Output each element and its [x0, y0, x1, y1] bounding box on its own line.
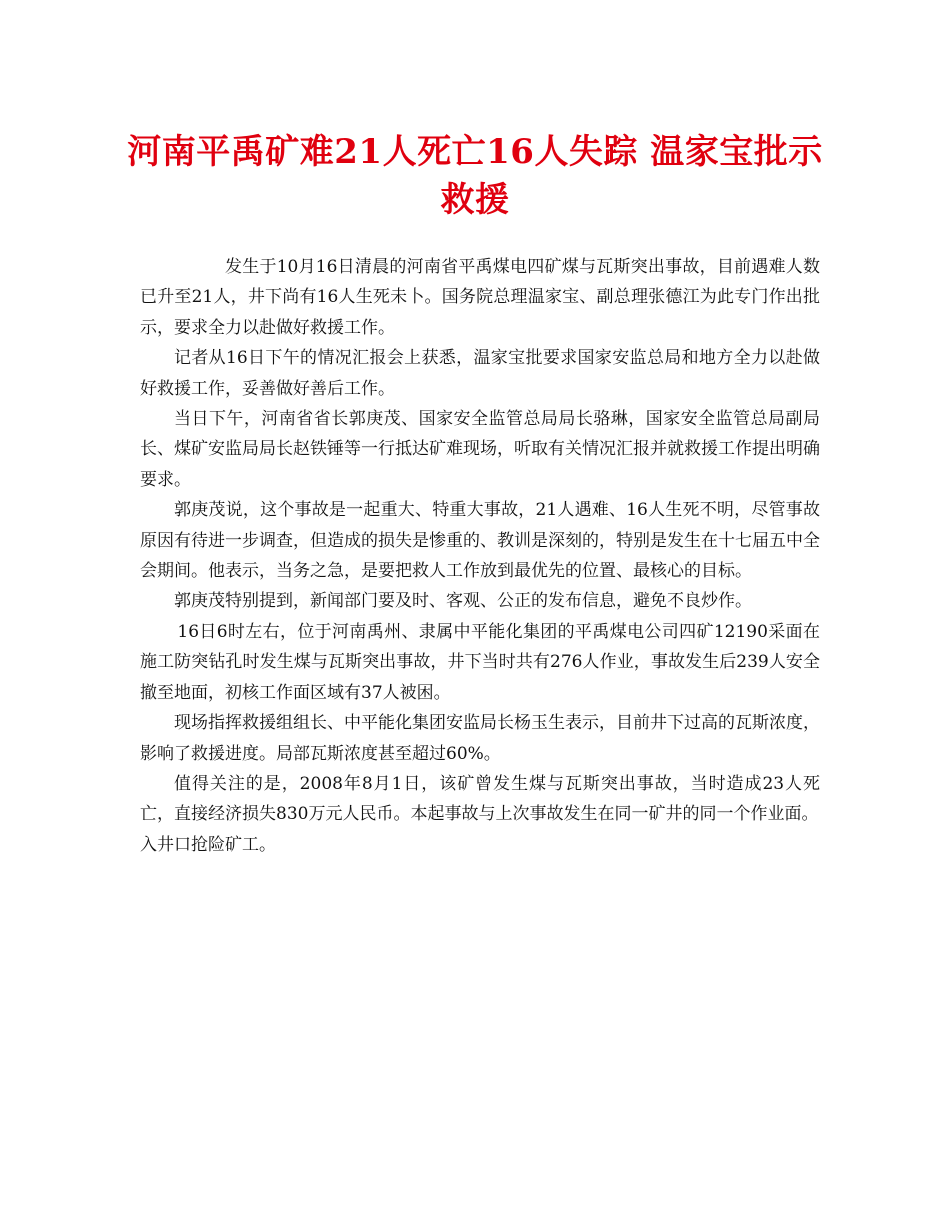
paragraph-9: 入井口抢险矿工。	[140, 834, 276, 855]
paragraph-2: 记者从16日下午的情况汇报会上获悉，温家宝批要求国家安监总局和地方全力以赴做好救援工作，妥善做好善后工作。	[140, 348, 820, 399]
paragraph-4: 郭庚茂说，这个事故是一起重大、特重大事故，21人遇难、16人生死不明，尽管事故原因有待进一步调查，但造成的损失是惨重的、教训是深刻的，特别是发生在十七届五中全会期间。他表示，当务之急，是要把救人工作放到最优先的位置、最核心的目标。	[140, 500, 820, 582]
paragraph-6: 16日6时左右，位于河南禹州、隶属中平能化集团的平禹煤电公司四矿12190采面在施工防突钻孔时发生煤与瓦斯突出事故，井下当时共有276人作业，事故发生后239人安全撤至地面，初核工作面区域有37人被困。	[140, 621, 820, 703]
paragraph-7: 现场指挥救援组组长、中平能化集团安监局长杨玉生表示，目前井下过高的瓦斯浓度，影响了救援进度。局部瓦斯浓度甚至超过60%。	[140, 713, 820, 764]
article-title: 河南平禹矿难21人死亡16人失踪 温家宝批示救援	[127, 132, 823, 220]
paragraph-3: 当日下午，河南省省长郭庚茂、国家安全监管总局局长骆琳，国家安全监管总局副局长、煤矿安监局局长赵铁锤等一行抵达矿难现场，听取有关情况汇报并就救援工作提出明确要求。	[140, 409, 820, 490]
paragraph-1: 发生于10月16日清晨的河南省平禹煤电四矿煤与瓦斯突出事故，目前遇难人数已升至21人，井下尚有16人生死未卜。国务院总理温家宝、副总理张德江为此专门作出批示，要求全力以赴做好救援工作。	[140, 257, 820, 338]
article-body	[140, 252, 820, 860]
paragraph-5: 郭庚茂特别提到，新闻部门要及时、客观、公正的发布信息，避免不良炒作。	[174, 591, 752, 612]
paragraph-8: 值得关注的是，2008年8月1日，该矿曾发生煤与瓦斯突出事故，当时造成23人死亡，直接经济损失830万元人民币。本起事故与上次事故发生在同一矿井的同一个作业面。	[140, 773, 820, 825]
